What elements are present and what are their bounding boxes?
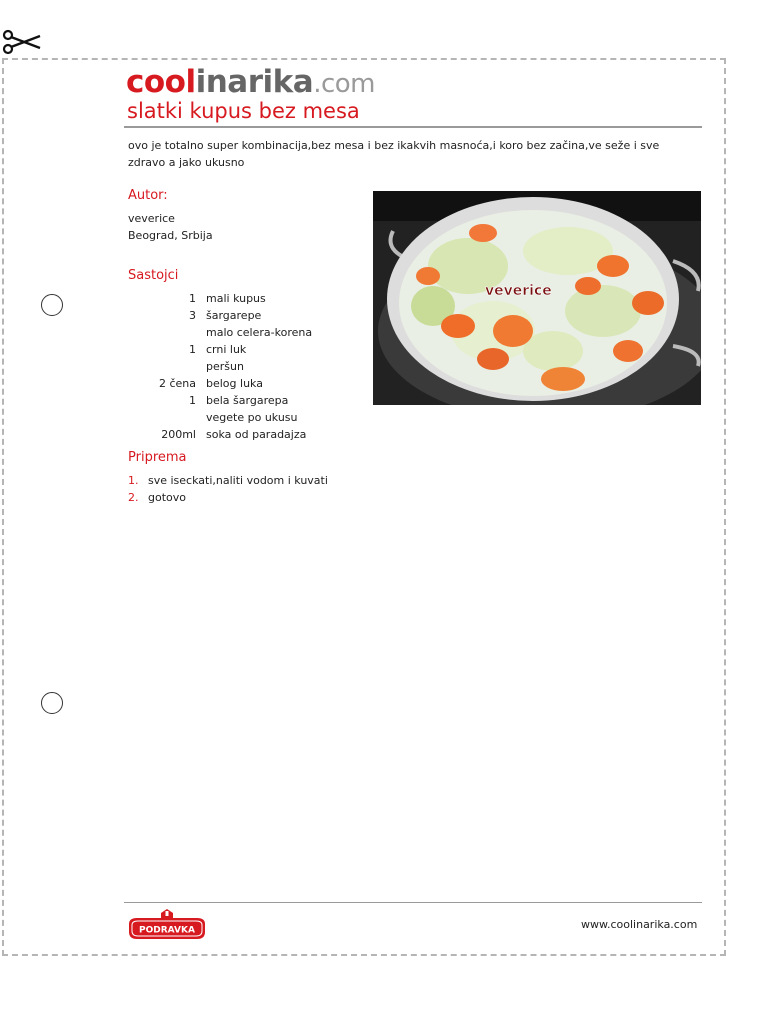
author-heading: Autor: [128, 188, 168, 203]
ingredient-quantity: 3 [189, 309, 196, 322]
ingredient-row [128, 409, 312, 426]
author-name: veverice [128, 212, 175, 225]
recipe-title: slatki kupus bez mesa [127, 99, 360, 123]
ingredient-name: šargarepe [206, 309, 262, 322]
author-location: Beograd, Srbija [128, 229, 213, 242]
ingredient-quantity [128, 324, 206, 341]
step-number: 1. [128, 474, 139, 487]
ingredient-name: vegete po ukusu [206, 411, 298, 424]
preparation-steps [128, 472, 328, 506]
ingredient-quantity [128, 358, 206, 375]
photo-watermark: veverice [485, 283, 552, 299]
recipe-intro: ovo je totalno super kombinacija,bez mesa i bez ikakvih masnoća,i koro bez začina,ve seže i sve zdravo a jako ukusno [128, 139, 660, 169]
ingredient-row [128, 358, 312, 375]
ingredient-row [128, 307, 312, 324]
ingredient-name: soka od paradajza [206, 428, 307, 441]
scissors-icon [2, 26, 42, 58]
ingredient-quantity: 1 [189, 292, 196, 305]
ingredient-name: belog luka [206, 377, 263, 390]
author-block [128, 210, 213, 244]
header-divider [124, 126, 702, 128]
step-text: sve iseckati,naliti vodom i kuvati [148, 474, 328, 487]
ingredient-row [128, 324, 312, 341]
ingredient-quantity: 1 [189, 394, 196, 407]
step-text: gotovo [148, 491, 186, 504]
ingredient-row [128, 426, 312, 443]
preparation-step [128, 489, 328, 506]
recipe-photo [373, 191, 701, 405]
binder-hole-bottom [41, 692, 63, 714]
svg-text:PODRAVKA: PODRAVKA [139, 925, 195, 936]
ingredients-list [128, 290, 312, 443]
ingredient-row [128, 392, 312, 409]
footer-divider [124, 902, 702, 903]
ingredient-row [128, 290, 312, 307]
step-number: 2. [128, 491, 139, 504]
preparation-step [128, 472, 328, 489]
ingredient-row [128, 341, 312, 358]
ingredient-row [128, 375, 312, 392]
ingredient-name: bela šargarepa [206, 394, 289, 407]
ingredient-name: malo celera-korena [206, 326, 313, 339]
coolinarika-logo: coolinarika.com [126, 64, 375, 100]
podravka-logo [127, 908, 207, 942]
binder-hole-top [41, 294, 63, 316]
ingredient-name: mali kupus [206, 292, 266, 305]
ingredient-quantity: 1 [189, 343, 196, 356]
ingredient-quantity: 2 čena [158, 377, 196, 390]
website-url[interactable]: www.coolinarika.com [581, 918, 698, 931]
ingredients-heading: Sastojci [128, 268, 179, 283]
ingredient-quantity: 200ml [161, 428, 196, 441]
ingredient-quantity [128, 409, 206, 426]
preparation-heading: Priprema [128, 450, 187, 465]
ingredient-name: crni luk [206, 343, 247, 356]
ingredient-name: peršun [206, 360, 244, 373]
